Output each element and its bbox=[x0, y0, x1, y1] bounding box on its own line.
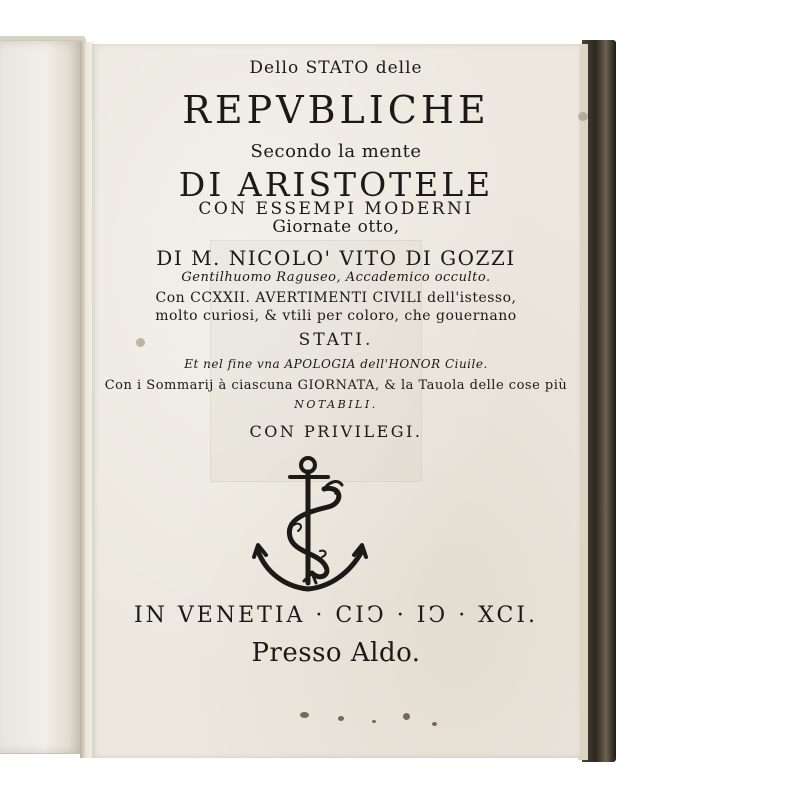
ink-spot bbox=[338, 716, 344, 721]
author-line: DI M. NICOLO' VITO DI GOZZI bbox=[156, 246, 516, 270]
privilegi-line: CON PRIVILEGI. bbox=[249, 422, 423, 441]
anchor-and-dolphin-icon bbox=[250, 455, 370, 605]
notabili-line: NOTABILI. bbox=[294, 398, 378, 411]
ink-spot bbox=[403, 713, 410, 720]
imprint-printer: Presso Aldo. bbox=[251, 638, 421, 668]
modern-examples-line: CON ESSEMPI MODERNI bbox=[198, 199, 474, 219]
avertimenti-line-2: molto curiosi, & vtili per coloro, che gouernano bbox=[155, 308, 517, 324]
title-line-1: Dello STATO delle bbox=[249, 58, 423, 78]
ink-spot bbox=[432, 722, 437, 726]
giornate-line: Giornate otto, bbox=[272, 217, 400, 237]
ink-spot bbox=[300, 712, 309, 718]
author-description: Gentilhuomo Raguseo, Accademico occulto. bbox=[181, 270, 491, 285]
title-line-3: Secondo la mente bbox=[250, 141, 422, 162]
main-title: REPVBLICHE bbox=[182, 88, 490, 132]
imprint-place-date: IN VENETIA · CIↃ · IↃ · XCI. bbox=[133, 603, 539, 628]
sommarij-line: Con i Sommarij à ciascuna GIORNATA, & la Tauola delle cose più bbox=[104, 378, 568, 393]
ink-spot bbox=[578, 112, 588, 121]
left-page bbox=[0, 40, 82, 754]
aristotle-line: DI ARISTOTELE bbox=[178, 165, 494, 204]
avertimenti-line: Con CCXXII. AVERTIMENTI CIVILI dell'istesso, bbox=[155, 290, 517, 306]
ink-spot bbox=[136, 338, 145, 347]
stati-line: STATI. bbox=[298, 330, 374, 350]
ink-spot bbox=[372, 720, 376, 723]
apologia-line: Et nel fine vna APOLOGIA dell'HONOR Ciuile. bbox=[184, 357, 488, 371]
